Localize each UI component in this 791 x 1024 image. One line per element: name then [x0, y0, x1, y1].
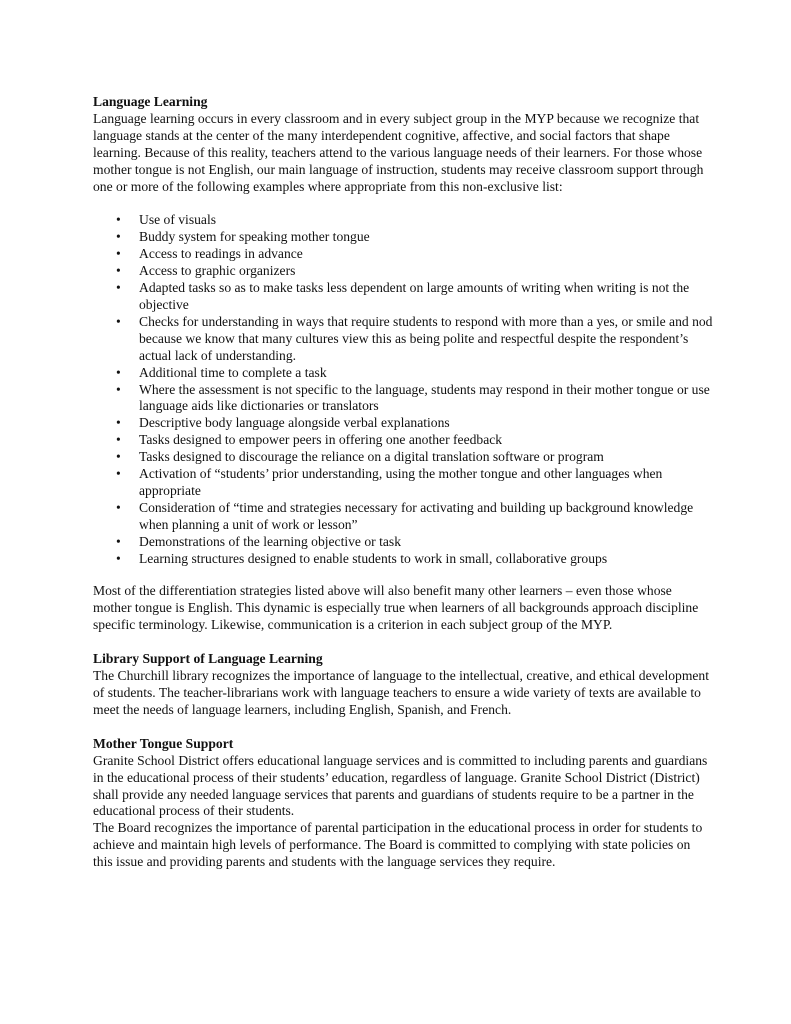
list-item [93, 551, 713, 568]
bullet-marker: • [116, 533, 121, 549]
list-item-text: Additional time to complete a task [139, 364, 327, 380]
list-item [93, 432, 713, 449]
list-item [93, 263, 713, 280]
section-heading-language-learning: Language Learning [93, 94, 208, 109]
list-item-text: Buddy system for speaking mother tongue [139, 229, 370, 245]
bullet-marker: • [116, 313, 121, 329]
section-spacer [93, 634, 713, 651]
list-item-text: Where the assessment is not specific to the language, students may respond in their mother tongue or use language aids like dictionaries or translators [139, 381, 710, 414]
list-item [93, 229, 713, 246]
bullet-marker: • [116, 432, 121, 448]
list-item-text: Checks for understanding in ways that require students to respond with more than a yes, or smile and nod because we know that many cultures view this as being polite and respectful despite the respondent’s actual lack of understanding. [139, 313, 713, 363]
bullet-marker: • [116, 499, 121, 515]
bullet-marker: • [116, 415, 121, 431]
list-item-text: Use of visuals [139, 212, 217, 228]
list-item [93, 314, 713, 365]
library-support-body: The Churchill library recognizes the importance of language to the intellectual, creative, and ethical development of students. The teacher-librarians work with language teachers to ensure a wide variety of texts are available to meet the needs of language learners, including English, Spanish, and French. [93, 668, 709, 717]
list-item [93, 212, 713, 229]
list-item [93, 382, 713, 416]
list-item [93, 534, 713, 551]
list-item-text: Tasks designed to discourage the reliance on a digital translation software or program [139, 449, 604, 465]
bullet-marker: • [116, 246, 121, 262]
list-item-text: Activation of “students’ prior understanding, using the mother tongue and other languages when appropriate [139, 466, 663, 498]
list-item-text: Adapted tasks so as to make tasks less dependent on large amounts of writing when writing is not the objective [139, 280, 690, 312]
bullet-marker: • [116, 229, 121, 245]
list-item [93, 365, 713, 382]
list-item-text: Access to readings in advance [139, 246, 303, 262]
list-item-text: Demonstrations of the learning objective or task [139, 533, 401, 549]
bullet-marker: • [116, 381, 121, 397]
list-item [93, 415, 713, 432]
section-spacer [93, 719, 713, 736]
bullet-marker: • [116, 550, 121, 566]
list-item-text: Access to graphic organizers [139, 263, 296, 279]
bullet-marker: • [116, 466, 121, 482]
list-item-text: Tasks designed to empower peers in offering one another feedback [139, 432, 503, 448]
language-learning-intro: Language learning occurs in every classroom and in every subject group in the MYP because we recognize that language stands at the center of the many interdependent cognitive, affective, and social factors that shape learning. Because of this reality, teachers attend to the various language needs of their learners. For those whose mother tongue is not English, our main language of instruction, students may receive classroom support through one or more of the following examples where appropriate from this non-exclusive list: [93, 110, 704, 194]
list-item [93, 466, 713, 500]
section-heading-mother-tongue: Mother Tongue Support [93, 735, 234, 751]
document-page [93, 94, 713, 871]
support-strategies-list [93, 212, 713, 567]
language-learning-closing: Most of the differentiation strategies listed above will also benefit many other learners – even those whose mother tongue is English. This dynamic is especially true when learners of all backgrounds approach discipline specific terminology. Likewise, communication is a criterion in each subject group of the MYP. [93, 583, 699, 633]
list-item-text: Learning structures designed to enable students to work in small, collaborative groups [139, 550, 608, 566]
list-item [93, 280, 713, 314]
list-item-text: Descriptive body language alongside verbal explanations [139, 415, 450, 431]
mother-tongue-body-2: The Board recognizes the importance of parental participation in the educational process in order for students to achieve and maintain high levels of performance. The Board is committed to complying with state policies on this issue and providing parents and students with the language services they require. [93, 820, 703, 870]
bullet-marker: • [116, 449, 121, 465]
bullet-marker: • [116, 263, 121, 279]
mother-tongue-body-1: Granite School District offers educational language services and is committed to including parents and guardians in the educational process of their students’ education, regardless of language. Granite School District (District) shall provide any needed language services that parents and guardians of students require to be a partner in the educational process of their students. [93, 752, 708, 819]
list-item [93, 500, 713, 534]
bullet-marker: • [116, 364, 121, 380]
list-item-text: Consideration of “time and strategies necessary for activating and building up background knowledge when planning a unit of work or lesson” [139, 499, 694, 532]
list-item [93, 449, 713, 466]
section-heading-library-support: Library Support of Language Learning [93, 651, 323, 667]
bullet-marker: • [116, 212, 121, 228]
bullet-marker: • [116, 280, 121, 296]
list-item [93, 246, 713, 263]
